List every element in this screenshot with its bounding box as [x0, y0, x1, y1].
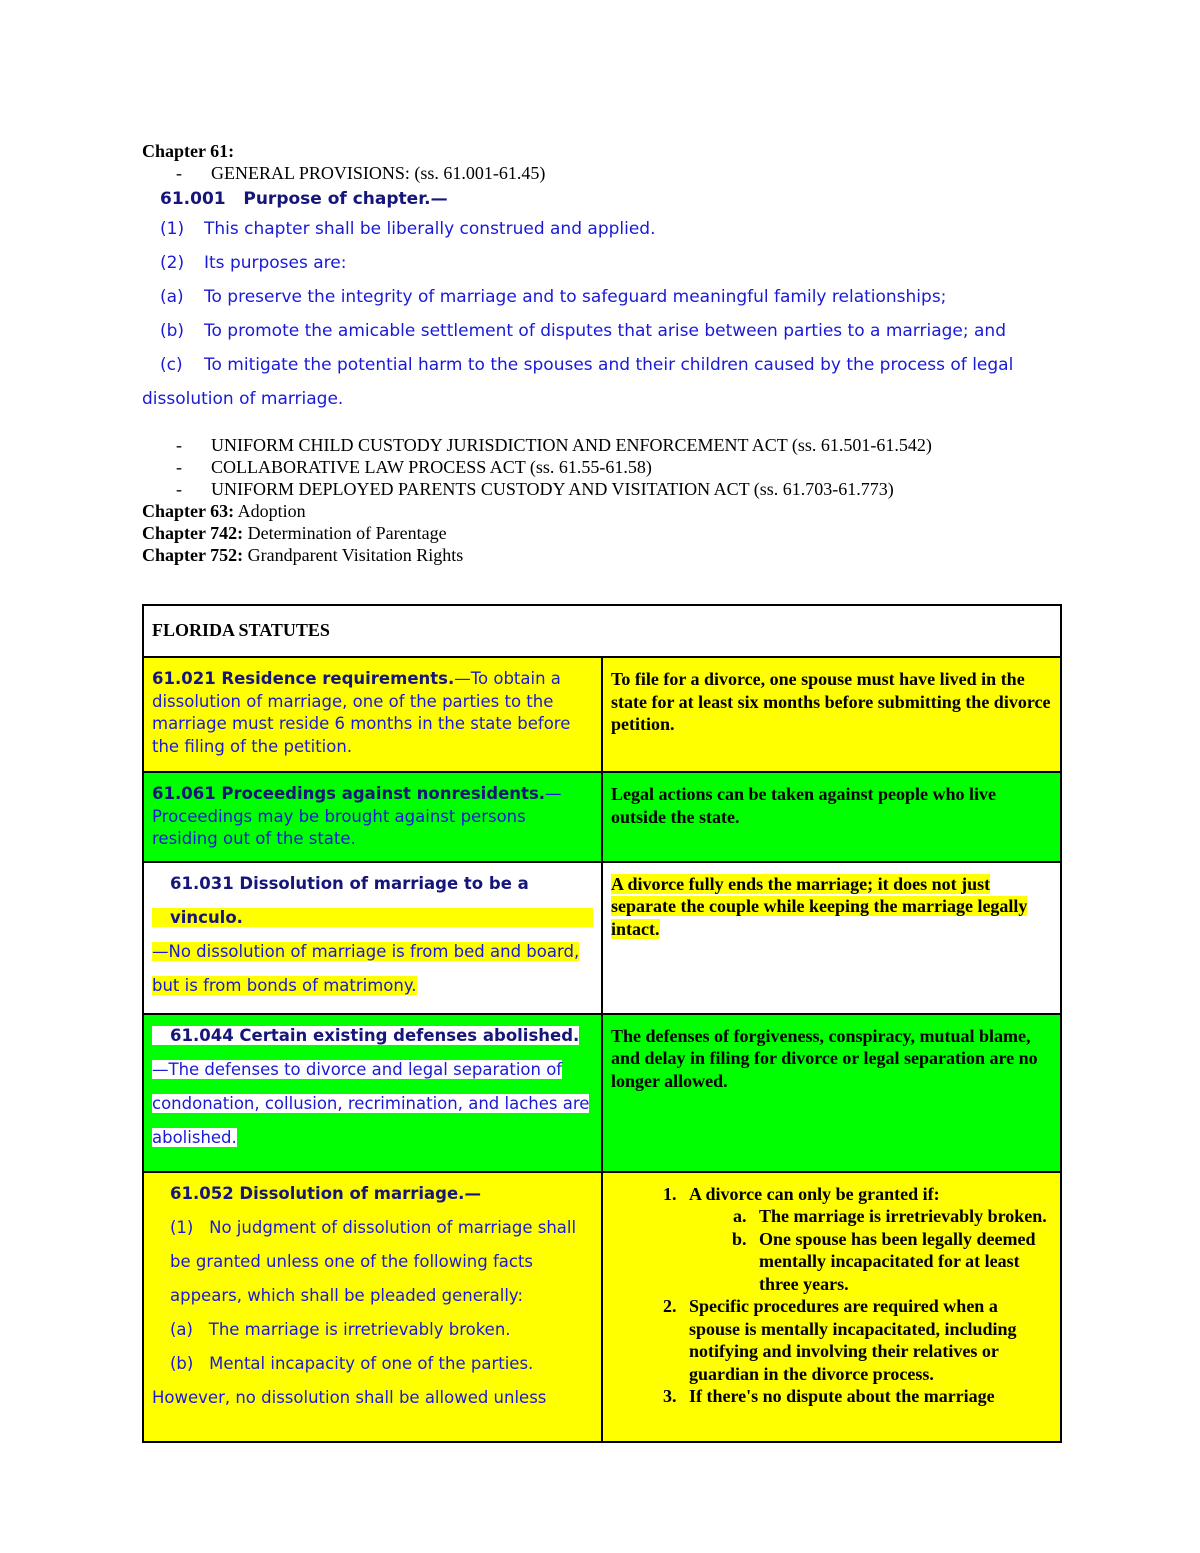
- statute-cell: 61.044 Certain existing defenses abolished.—The defenses to divorce and legal separation of condonation, collusion, recrimination, and laches are abolished.: [143, 1014, 602, 1172]
- chapter-61-heading: Chapter 61:: [142, 141, 235, 161]
- purpose-item-continued: dissolution of marriage.: [142, 389, 344, 409]
- document-body: [142, 140, 1062, 566]
- table-row: [143, 772, 1061, 862]
- purpose-item: (2) Its purposes are:: [160, 253, 347, 273]
- chapter-line: Chapter 752: Grandparent Visitation Rights: [142, 545, 464, 565]
- purpose-item: (b) To promote the amicable settlement of disputes that arise between parties to a marriage; and: [160, 321, 1006, 341]
- statute-cell: 61.052 Dissolution of marriage.— (1) No judgment of dissolution of marriage shall be granted unless one of the following facts appears, which shall be pleaded generally: (a) The marriage is irretrievably broken. (b) Mental incapacity of one of the parties. However, no dissolution shall be allowed unless: [143, 1172, 602, 1442]
- purpose-item: (1) This chapter shall be liberally construed and applied.: [160, 219, 656, 239]
- statute-cell: 61.021 Residence requirements.—To obtain a dissolution of marriage, one of the parties to the marriage must reside 6 months in the state before the filing of the petition.: [143, 657, 602, 772]
- table-row: [143, 1014, 1061, 1172]
- statute-cell: 61.031 Dissolution of marriage to be a vinculo.—No dissolution of marriage is from bed and board, but is from bonds of matrimony.: [143, 862, 602, 1014]
- act-line: - UNIFORM CHILD CUSTODY JURISDICTION AND ENFORCEMENT ACT (ss. 61.501-61.542): [176, 435, 932, 455]
- section-61-001-heading: 61.001 Purpose of chapter.—: [160, 189, 448, 209]
- chapter-line: Chapter 63: Adoption: [142, 501, 306, 521]
- general-provisions-line: - GENERAL PROVISIONS: (ss. 61.001-61.45): [176, 163, 546, 183]
- summary-cell: To file for a divorce, one spouse must have lived in the state for at least six months before submitting the divorce petition.: [602, 657, 1061, 772]
- chapter-line: Chapter 742: Determination of Parentage: [142, 523, 447, 543]
- table-row: [143, 1172, 1061, 1442]
- summary-cell: [602, 1172, 1061, 1442]
- table-header: FLORIDA STATUTES: [143, 605, 1061, 657]
- florida-statutes-table: [142, 604, 1062, 1443]
- summary-cell: The defenses of forgiveness, conspiracy, mutual blame, and delay in filing for divorce or legal separation are no longer allowed.: [602, 1014, 1061, 1172]
- summary-cell: Legal actions can be taken against people who live outside the state.: [602, 772, 1061, 862]
- summary-cell: A divorce fully ends the marriage; it does not just separate the couple while keeping the marriage legally intact.: [602, 862, 1061, 1014]
- table-row: [143, 657, 1061, 772]
- statute-cell: 61.061 Proceedings against nonresidents.—Proceedings may be brought against persons residing out of the state.: [143, 772, 602, 862]
- purpose-item: (a) To preserve the integrity of marriage and to safeguard meaningful family relationships;: [160, 287, 947, 307]
- purpose-item: (c) To mitigate the potential harm to the spouses and their children caused by the process of legal: [160, 355, 1014, 375]
- act-line: - UNIFORM DEPLOYED PARENTS CUSTODY AND VISITATION ACT (ss. 61.703-61.773): [176, 479, 894, 499]
- table-row: [143, 862, 1061, 1014]
- summary-list: 1. A divorce can only be granted if: a. The marriage is irretrievably broken. b. One spouse has been legally deemed mentally incapacitated for at least three years. 2. Specific procedures are required when a spouse is mentally incapacitated, including notifying and involving their relatives or guardian in the divorce process. 3. If there's no dispute about the marriage: [611, 1183, 1052, 1408]
- act-line: - COLLABORATIVE LAW PROCESS ACT (ss. 61.55-61.58): [176, 457, 652, 477]
